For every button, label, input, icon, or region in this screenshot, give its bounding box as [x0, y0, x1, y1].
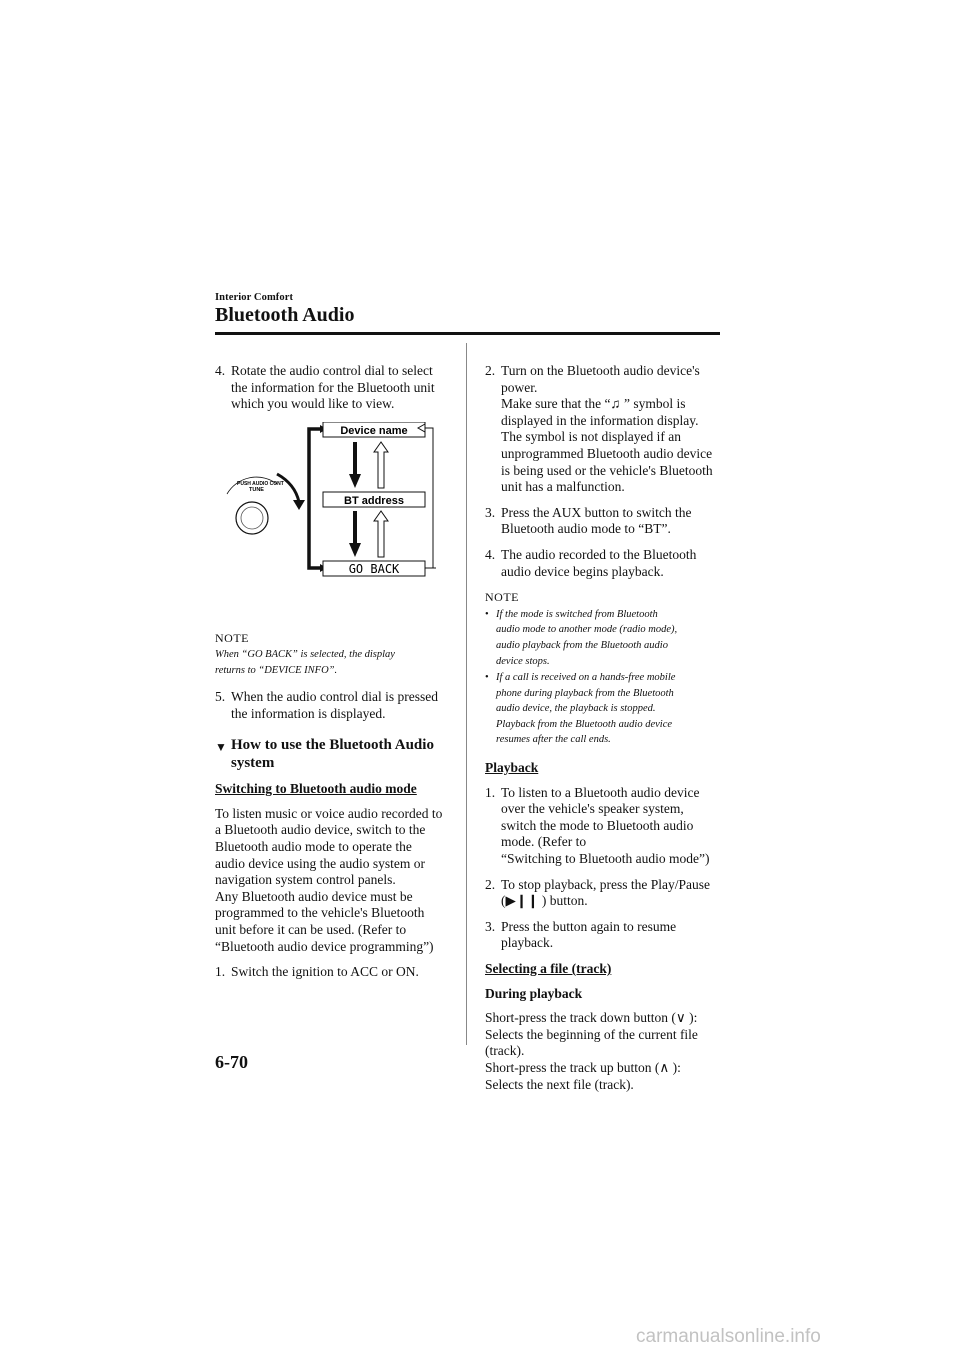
- para-line: (track).: [485, 1043, 525, 1059]
- note-bullets: [485, 607, 720, 748]
- note-title: NOTE: [485, 590, 519, 605]
- step-1-ignition: [215, 964, 455, 981]
- playback-step-1: [485, 785, 720, 868]
- bullet-line: device stops.: [496, 655, 550, 667]
- step-number: 1.: [485, 784, 496, 800]
- bracket-line: [309, 429, 320, 568]
- section-label: Interior Comfort: [215, 292, 294, 303]
- step-line: is being used or the vehicle's Bluetooth: [501, 462, 713, 478]
- para-line: “Bluetooth audio device programming”): [215, 938, 434, 954]
- note-bullet: [485, 670, 720, 748]
- bullet-line: audio mode to another mode (radio mode),: [496, 624, 678, 636]
- during-playback-label: During playback: [485, 985, 583, 1001]
- para-line: Any Bluetooth audio device must be: [215, 888, 413, 904]
- bullet-line: phone during playback from the Bluetooth: [496, 687, 674, 699]
- go-back-label: GO BACK: [348, 561, 400, 576]
- step-line: displayed in the information display.: [501, 412, 699, 428]
- para-line: To listen music or voice audio recorded to: [215, 805, 443, 821]
- note-line: When “GO BACK” is selected, the display: [215, 649, 395, 661]
- subheading-switching: Switching to Bluetooth audio mode: [215, 781, 417, 797]
- down-arrow-head: [349, 474, 361, 488]
- selecting-paragraph: [485, 1010, 720, 1093]
- heading-line: system: [231, 755, 275, 772]
- left-column: [215, 363, 455, 990]
- note-body: [215, 647, 455, 679]
- down-arrow-head: [349, 543, 361, 557]
- bullet-line: audio playback from the Bluetooth audio: [496, 639, 668, 651]
- step-number: 1.: [215, 964, 226, 980]
- step-line: unprogrammed Bluetooth audio device: [501, 445, 713, 461]
- rotate-arrow: [277, 474, 299, 502]
- intro-paragraph: [215, 806, 455, 955]
- watermark: carmanualsonline.info: [636, 1326, 821, 1347]
- playback-step-3: [485, 919, 720, 952]
- bullet-icon: •: [485, 608, 489, 620]
- step-line: Press the button again to resume: [501, 918, 677, 934]
- para-line: unit before it can be used. (Refer to: [215, 921, 407, 937]
- step-2-power-on: [485, 363, 720, 496]
- note-title: NOTE: [215, 630, 249, 645]
- step-line: The symbol is not displayed if an: [501, 429, 681, 445]
- para-line: Short-press the track up button (∧ ):: [485, 1059, 681, 1075]
- para-line: programmed to the vehicle's Bluetooth: [215, 905, 425, 921]
- step-line: Bluetooth audio mode to “BT”.: [501, 521, 671, 537]
- para-line: audio device using the audio system or: [215, 855, 425, 871]
- step-line: unit has a malfunction.: [501, 479, 625, 495]
- bullet-line: If the mode is switched from Bluetooth: [496, 608, 658, 620]
- rotate-arrow-head: [293, 500, 305, 510]
- bt-address-label: BT address: [344, 494, 404, 507]
- page-title: Bluetooth Audio: [215, 304, 355, 326]
- step-line: audio device begins playback.: [501, 563, 664, 579]
- step-number: 2.: [485, 876, 496, 892]
- step-line: the information is displayed.: [231, 705, 386, 721]
- para-line: navigation system control panels.: [215, 872, 396, 888]
- step-number: 5.: [215, 688, 226, 704]
- para-line: Selects the beginning of the current file: [485, 1026, 698, 1042]
- knob-label-bottom: TUNE: [249, 486, 264, 493]
- column-divider: [466, 343, 467, 1045]
- up-arrow: [374, 442, 388, 488]
- bullet-line: resumes after the call ends.: [496, 734, 611, 746]
- bullet-icon: •: [485, 672, 489, 684]
- step-line: power.: [501, 379, 538, 395]
- up-arrow: [374, 511, 388, 557]
- note-bullet: [485, 607, 720, 669]
- step-4-select-info: [215, 363, 455, 413]
- bullet-line: Playback from the Bluetooth audio device: [496, 718, 673, 730]
- step-line: Make sure that the “♫ ” symbol is: [501, 396, 686, 412]
- step-line: To stop playback, press the Play/Pause: [501, 876, 711, 892]
- para-line: Bluetooth audio mode to operate the: [215, 838, 412, 854]
- step-number: 2.: [485, 363, 496, 378]
- step-line: “Switching to Bluetooth audio mode”): [501, 851, 710, 867]
- subheading-selecting-file: Selecting a file (track): [485, 961, 612, 976]
- para-line: Selects the next file (track).: [485, 1076, 634, 1092]
- title-rule: [215, 332, 720, 335]
- step-line: Switch the ignition to ACC or ON.: [231, 964, 419, 980]
- page-number: 6-70: [215, 1052, 248, 1072]
- step-line: the information for the Bluetooth unit: [231, 379, 435, 395]
- step-line: over the vehicle's speaker system,: [501, 801, 684, 817]
- para-line: Short-press the track down button (∨ ):: [485, 1010, 698, 1026]
- step-line: playback.: [501, 935, 554, 951]
- step-line: Press the AUX button to switch the: [501, 504, 692, 520]
- step-line: (▶❙❙ ) button.: [501, 893, 588, 909]
- step-number: 4.: [215, 363, 226, 378]
- step-5-press-dial: [215, 689, 455, 722]
- step-line: To listen to a Bluetooth audio device: [501, 784, 700, 800]
- step-3-aux-button: [485, 505, 720, 538]
- step-line: Rotate the audio control dial to select: [231, 363, 433, 378]
- step-line: When the audio control dial is pressed: [231, 688, 438, 704]
- diagram-svg: [215, 422, 455, 620]
- step-number: 3.: [485, 504, 496, 520]
- knob-label-top: PUSH AUDIO CONT: [237, 480, 284, 487]
- note-line: returns to “DEVICE INFO”.: [215, 665, 338, 677]
- bullet-line: If a call is received on a hands-free mobile: [496, 672, 676, 684]
- device-name-label: Device name: [340, 424, 408, 437]
- triangle-icon: ▼: [215, 740, 227, 755]
- subheading-playback: Playback: [485, 760, 539, 776]
- heading-line: How to use the Bluetooth Audio: [231, 737, 434, 754]
- right-column: [485, 363, 720, 1102]
- dial-info-diagram: [215, 422, 455, 620]
- step-line: switch the mode to Bluetooth audio: [501, 817, 694, 833]
- bullet-line: audio device, the playback is stopped.: [496, 703, 656, 715]
- step-4-playback-begins: [485, 547, 720, 580]
- section-heading: [215, 736, 455, 772]
- step-line: which you would like to view.: [231, 396, 395, 412]
- step-line: mode. (Refer to: [501, 834, 587, 850]
- playback-step-2: [485, 877, 720, 910]
- step-line: Turn on the Bluetooth audio device's: [501, 363, 700, 378]
- loop-back-line: [425, 428, 433, 568]
- step-line: The audio recorded to the Bluetooth: [501, 546, 697, 562]
- step-number: 4.: [485, 546, 496, 562]
- step-number: 3.: [485, 918, 496, 934]
- para-line: a Bluetooth audio device, switch to the: [215, 822, 426, 838]
